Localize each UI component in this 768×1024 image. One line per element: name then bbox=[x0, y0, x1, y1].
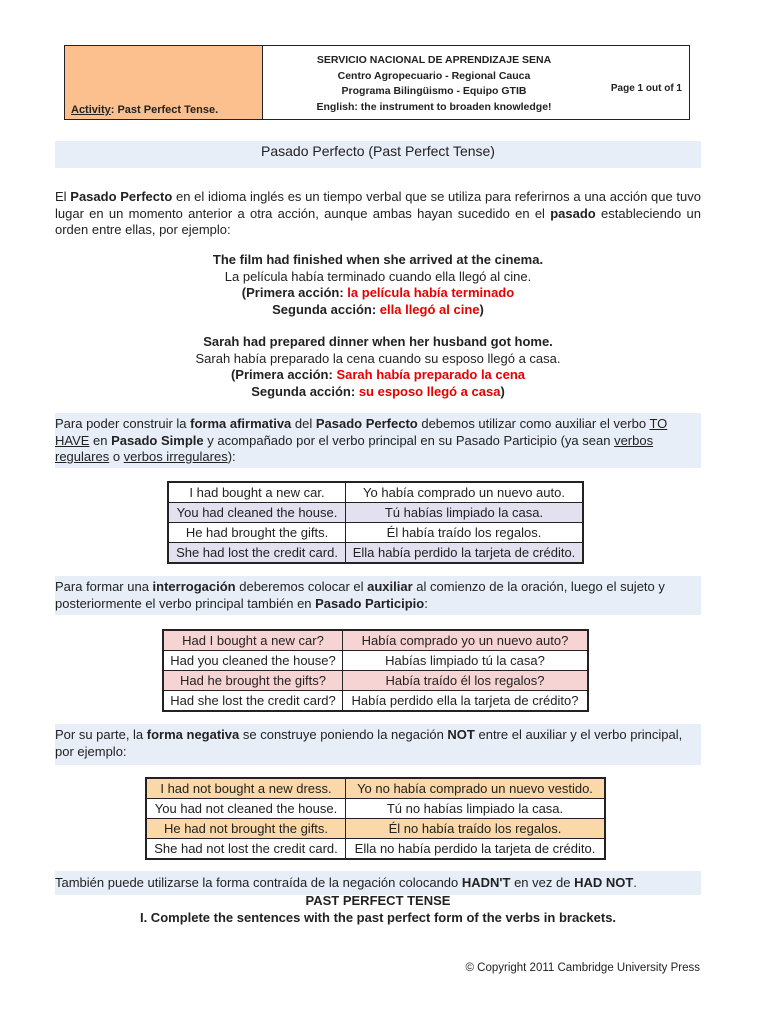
table-row: He had brought the gifts. Él había traído los regalos. bbox=[168, 523, 583, 543]
contraction-note: También puede utilizarse la forma contraída de la negación colocando HADN'T en vez de HAD NOT. bbox=[55, 871, 701, 895]
example-1: The film had finished when she arrived at the cinema. La película había terminado cuando ella llegó al cine. (Primera acción: la película había terminado Segunda acción: ella llegó al cine) bbox=[55, 252, 701, 318]
table-row: Had I bought a new car? Había comprado yo un nuevo auto? bbox=[163, 630, 588, 651]
exercise-heading: PAST PERFECT TENSE bbox=[305, 893, 451, 908]
institution-block bbox=[263, 53, 605, 115]
negative-table bbox=[145, 777, 606, 860]
institution-line: Centro Agropecuario - Regional Cauca bbox=[337, 69, 531, 82]
example-2: Sarah had prepared dinner when her husband got home. Sarah había preparado la cena cuando su esposo llegó a casa. (Primera acción: Sarah había preparado la cena Segunda acción: su esposo llegó a casa) bbox=[55, 334, 701, 400]
activity-cell bbox=[65, 46, 263, 119]
table-row: You had cleaned the house. Tú habías limpiado la casa. bbox=[168, 503, 583, 523]
interrogative-paragraph: Para formar una interrogación deberemos colocar el auxiliar al comienzo de la oración, luego el sujeto y posteriormente el verbo principal también en Pasado Participio: bbox=[55, 576, 701, 615]
intro-paragraph: El Pasado Perfecto en el idioma inglés es un tiempo verbal que se utiliza para referirnos a una acción que tuvo lugar en un momento anterior a otra acción, aunque ambas hayan sucedido en el pasado estableciendo un orden entre ellas, por ejemplo: bbox=[55, 189, 702, 237]
page-title: Pasado Perfecto (Past Perfect Tense) bbox=[55, 141, 701, 168]
exercise-instruction: I. Complete the sentences with the past perfect form of the verbs in brackets. bbox=[139, 910, 617, 925]
table-row: She had lost the credit card. Ella había perdido la tarjeta de crédito. bbox=[168, 543, 583, 564]
document-header bbox=[64, 45, 690, 120]
table-row: I had not bought a new dress. Yo no había comprado un nuevo vestido. bbox=[146, 778, 605, 799]
example-spanish: Sarah había preparado la cena cuando su esposo llegó a casa. bbox=[195, 350, 561, 366]
table-row: Had you cleaned the house? Habías limpiado tú la casa? bbox=[163, 651, 588, 671]
table-row: Had he brought the gifts? Había traído él los regalos? bbox=[163, 671, 588, 691]
institution-line: Programa Bilingüismo - Equipo GTIB bbox=[341, 85, 527, 97]
activity-title bbox=[71, 104, 218, 116]
table-row: He had not brought the gifts. Él no había traído los regalos. bbox=[146, 819, 605, 839]
table-row: I had bought a new car. Yo había comprado un nuevo auto. bbox=[168, 482, 583, 503]
table-row: You had not cleaned the house. Tú no habías limpiado la casa. bbox=[146, 799, 605, 819]
activity-label: Activity bbox=[71, 104, 111, 116]
table-row: Had she lost the credit card? Había perdido ella la tarjeta de crédito? bbox=[163, 691, 588, 712]
affirmative-paragraph: Para poder construir la forma afirmativa del Pasado Perfecto debemos utilizar como auxiliar el verbo TO HAVE en Pasado Simple y acompañado por el verbo principal en su Pasado Participio (ya sean verbos regulares o verbos irregulares): bbox=[55, 413, 701, 468]
example-english: Sarah had prepared dinner when her husband got home. bbox=[203, 334, 553, 349]
table-row: She had not lost the credit card. Ella no había perdido la tarjeta de crédito. bbox=[146, 839, 605, 860]
interrogative-table bbox=[162, 629, 589, 712]
activity-text: : Past Perfect Tense. bbox=[110, 104, 219, 116]
page-indicator: Page 1 out of 1 bbox=[610, 83, 682, 94]
institution-line: English: the instrument to broaden knowledge! bbox=[316, 100, 552, 113]
example-spanish: La película había terminado cuando ella llegó al cine. bbox=[224, 268, 532, 284]
negative-paragraph: Por su parte, la forma negativa se construye poniendo la negación NOT entre el auxiliar y el verbo principal, por ejemplo: bbox=[55, 724, 701, 765]
affirmative-table bbox=[167, 481, 584, 564]
example-english: The film had finished when she arrived at the cinema. bbox=[212, 252, 544, 267]
copyright-notice: © Copyright 2011 Cambridge University Press bbox=[465, 962, 700, 974]
institution-line: SERVICIO NACIONAL DE APRENDIZAJE SENA bbox=[316, 54, 552, 66]
